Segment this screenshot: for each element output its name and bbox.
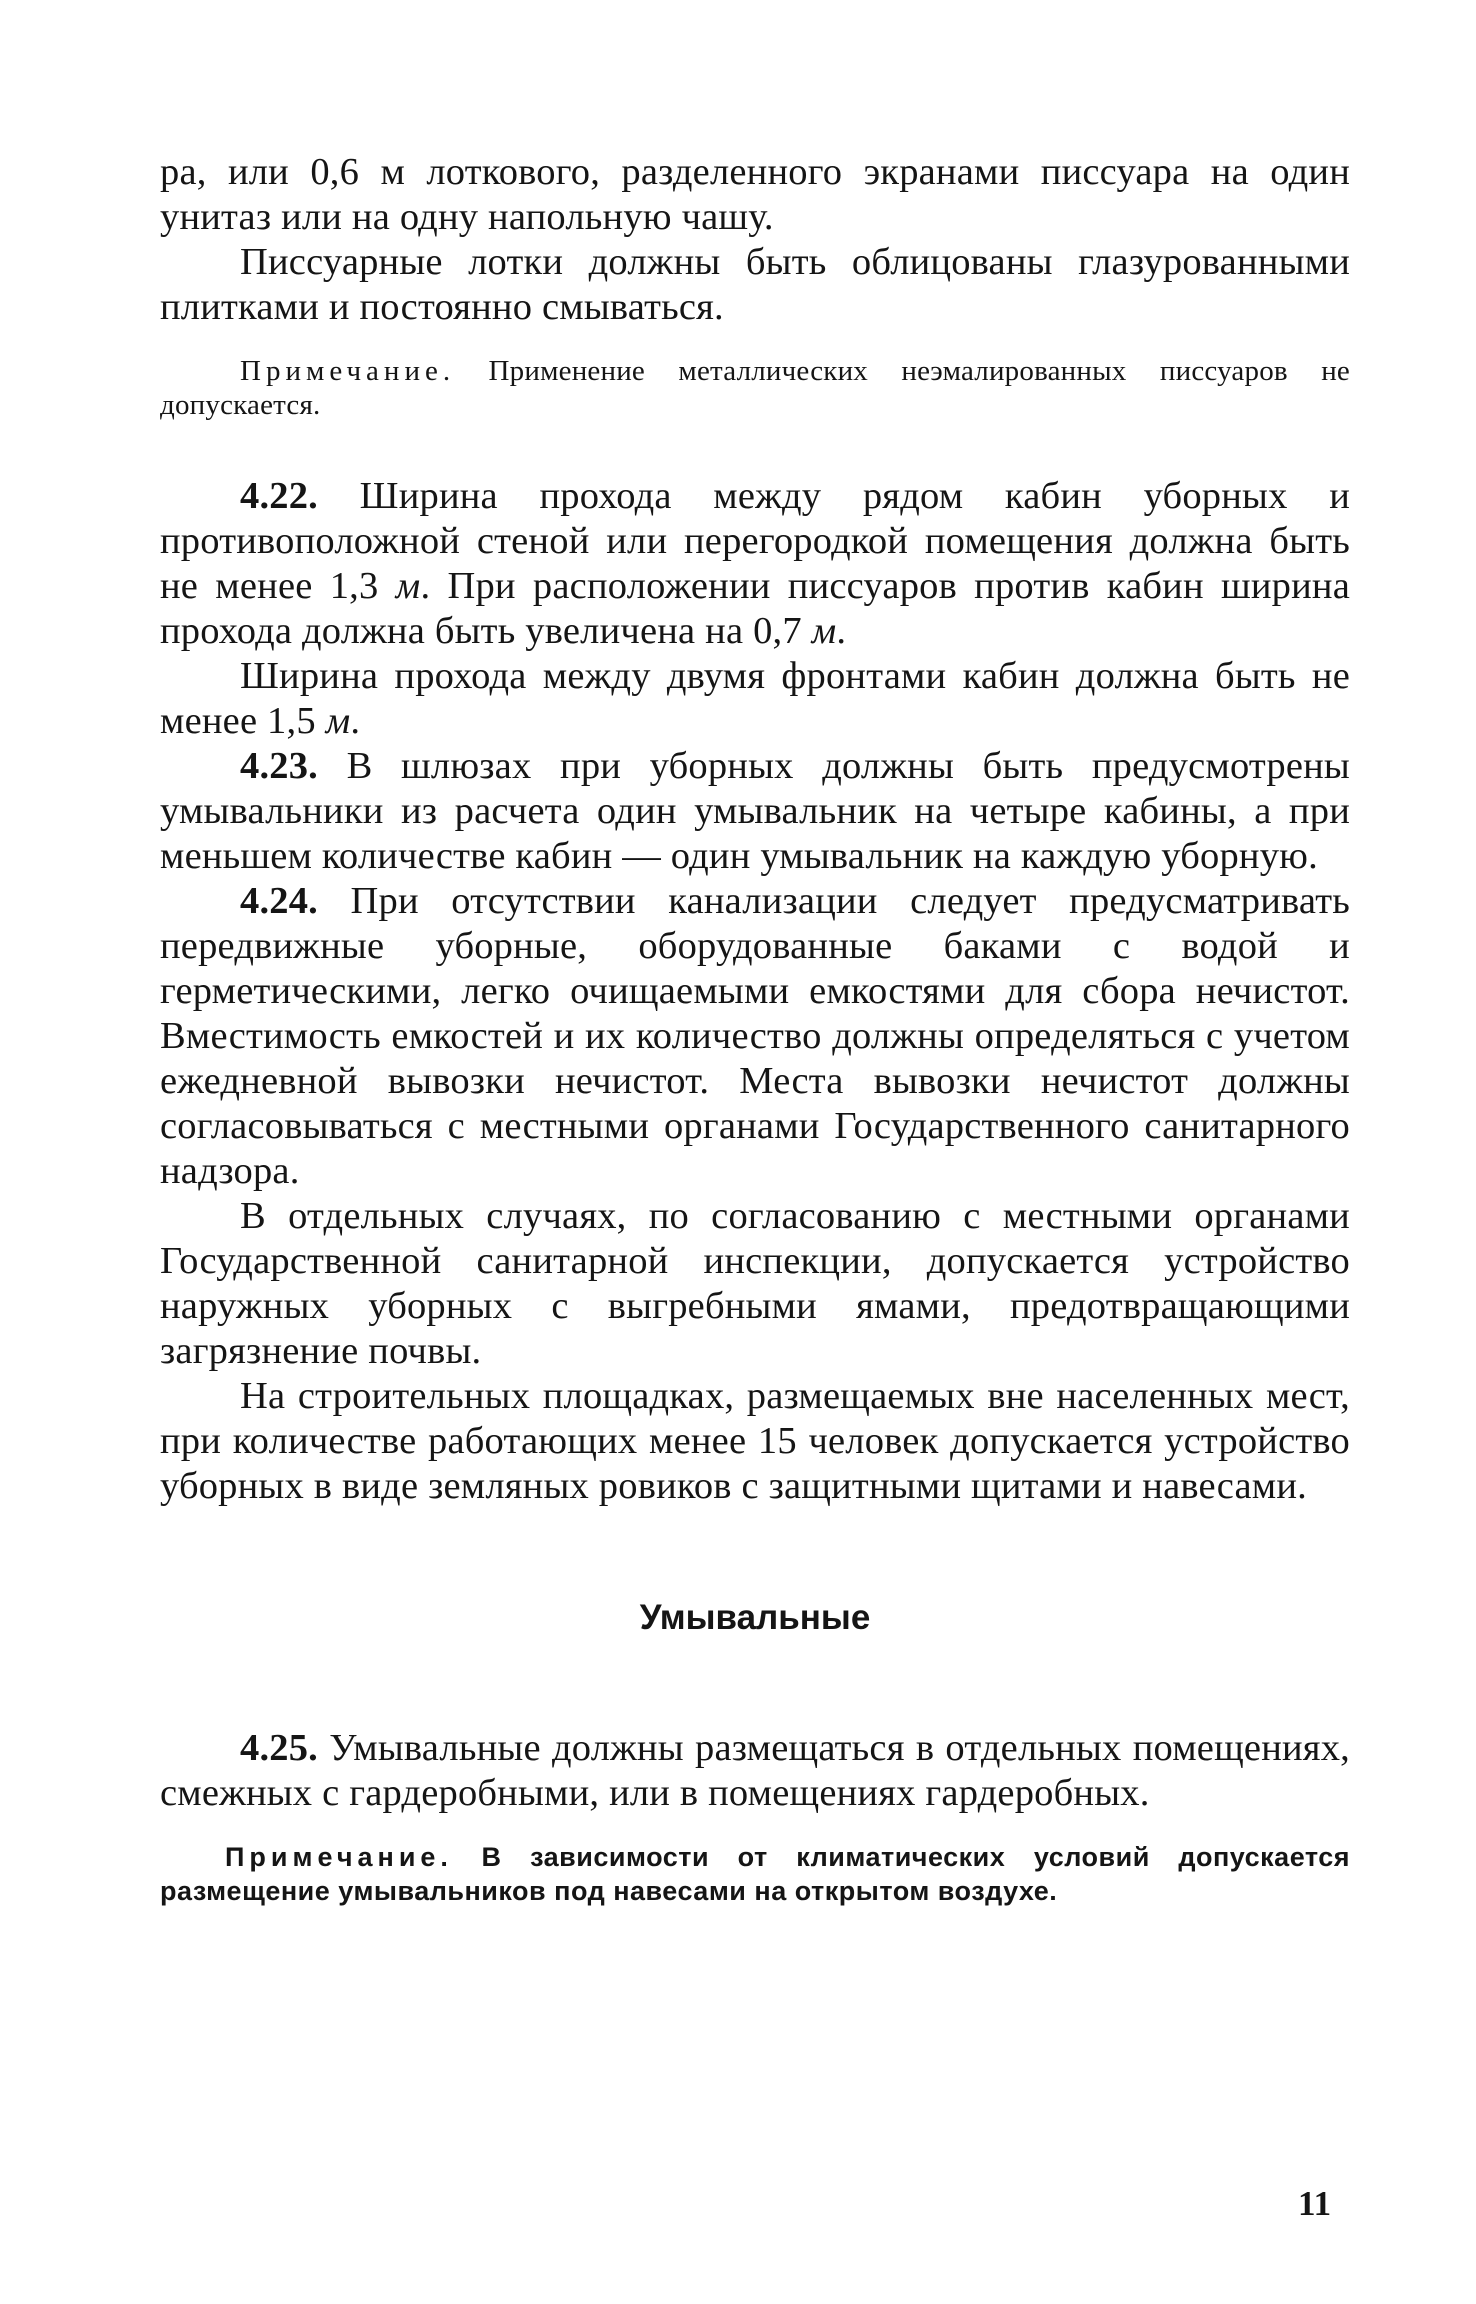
section-number: 4.22. <box>240 475 318 517</box>
section-4-23 <box>160 744 1350 879</box>
spacer <box>160 330 1350 354</box>
section-heading: Умывальные <box>639 1598 871 1637</box>
paragraph-text: . <box>350 700 361 742</box>
page-number: 11 <box>1298 2184 1332 2223</box>
unit-meter: м <box>395 565 421 607</box>
note-label: Примечание. <box>240 355 456 387</box>
section-4-24 <box>160 879 1350 1194</box>
paragraph-construction-sites <box>160 1374 1350 1509</box>
section-number: 4.24. <box>240 880 318 922</box>
note-text: В зависимости от климатических условий допускается размещение умывальников под навесами на открытом воздухе. <box>160 1842 1350 1906</box>
unit-meter: м <box>811 610 837 652</box>
section-text: При отсутствии канализации следует предусматривать передвижные уборные, оборудованные баками с водой и герметическими, легко очищаемыми емкостями для сбора нечистот. Вместимость емкостей и их количество должны определяться с учетом ежедневной вывозки нечистот. Места вывозки нечистот должны согласовываться с местными органами Государственного санитарного надзора. <box>160 880 1350 1192</box>
section-4-25 <box>160 1726 1350 1816</box>
spacer <box>160 1816 1350 1840</box>
paragraph-text: В отдельных случаях, по согласованию с местными органами Государственной санитарной инспекции, допускается устройство наружных уборных с выгребными ямами, предотвращающими загрязнение почвы. <box>160 1195 1350 1372</box>
section-text: Ширина прохода между рядом кабин уборных и противоположной стеной или перегородкой помещения должна быть не менее 1,3 <box>160 475 1350 607</box>
section-number: 4.25. <box>240 1727 318 1769</box>
section-text: В шлюзах при уборных должны быть предусмотрены умывальники из расчета один умывальник на четыре кабины, а при меньшем количестве кабин — один умывальник на каждую уборную. <box>160 745 1350 877</box>
page-body <box>160 150 1350 1908</box>
paragraph-text: Писсуарные лотки должны быть облицованы глазурованными плитками и постоянно смываться. <box>160 241 1350 328</box>
spacer <box>160 1509 1350 1595</box>
paragraph-fronts <box>160 654 1350 744</box>
paragraph-continuation <box>160 150 1350 240</box>
section-text: . При расположении писсуаров против кабин ширина прохода должна быть увеличена на 0,7 <box>160 565 1350 652</box>
section-4-22 <box>160 474 1350 654</box>
note-text: Применение металлических неэмалированных писсуаров не допускается. <box>160 355 1350 421</box>
section-text: . <box>836 610 847 652</box>
paragraph-text: ра, или 0,6 м лоткового, разделенного экранами писсуара на один унитаз или на одну напольную чашу. <box>160 151 1350 238</box>
note-outdoor-washbasins <box>160 1840 1350 1908</box>
spacer <box>160 422 1350 474</box>
paragraph-text: На строительных площадках, размещаемых вне населенных мест, при количестве работающих менее 15 человек допускается устройство уборных в виде земляных ровиков с защитными щитами и навесами. <box>160 1375 1350 1507</box>
note-metal-urinals <box>160 354 1350 422</box>
spacer <box>160 1640 1350 1726</box>
note-label: Примечание. <box>225 1842 453 1872</box>
paragraph-separate-cases <box>160 1194 1350 1374</box>
unit-meter: м <box>325 700 351 742</box>
section-number: 4.23. <box>240 745 318 787</box>
section-text: Умывальные должны размещаться в отдельных помещениях, смежных с гардеробными, или в помещениях гардеробных. <box>160 1727 1350 1814</box>
paragraph-lotki <box>160 240 1350 330</box>
paragraph-text: Ширина прохода между двумя фронтами кабин должна быть не менее 1,5 <box>160 655 1350 742</box>
